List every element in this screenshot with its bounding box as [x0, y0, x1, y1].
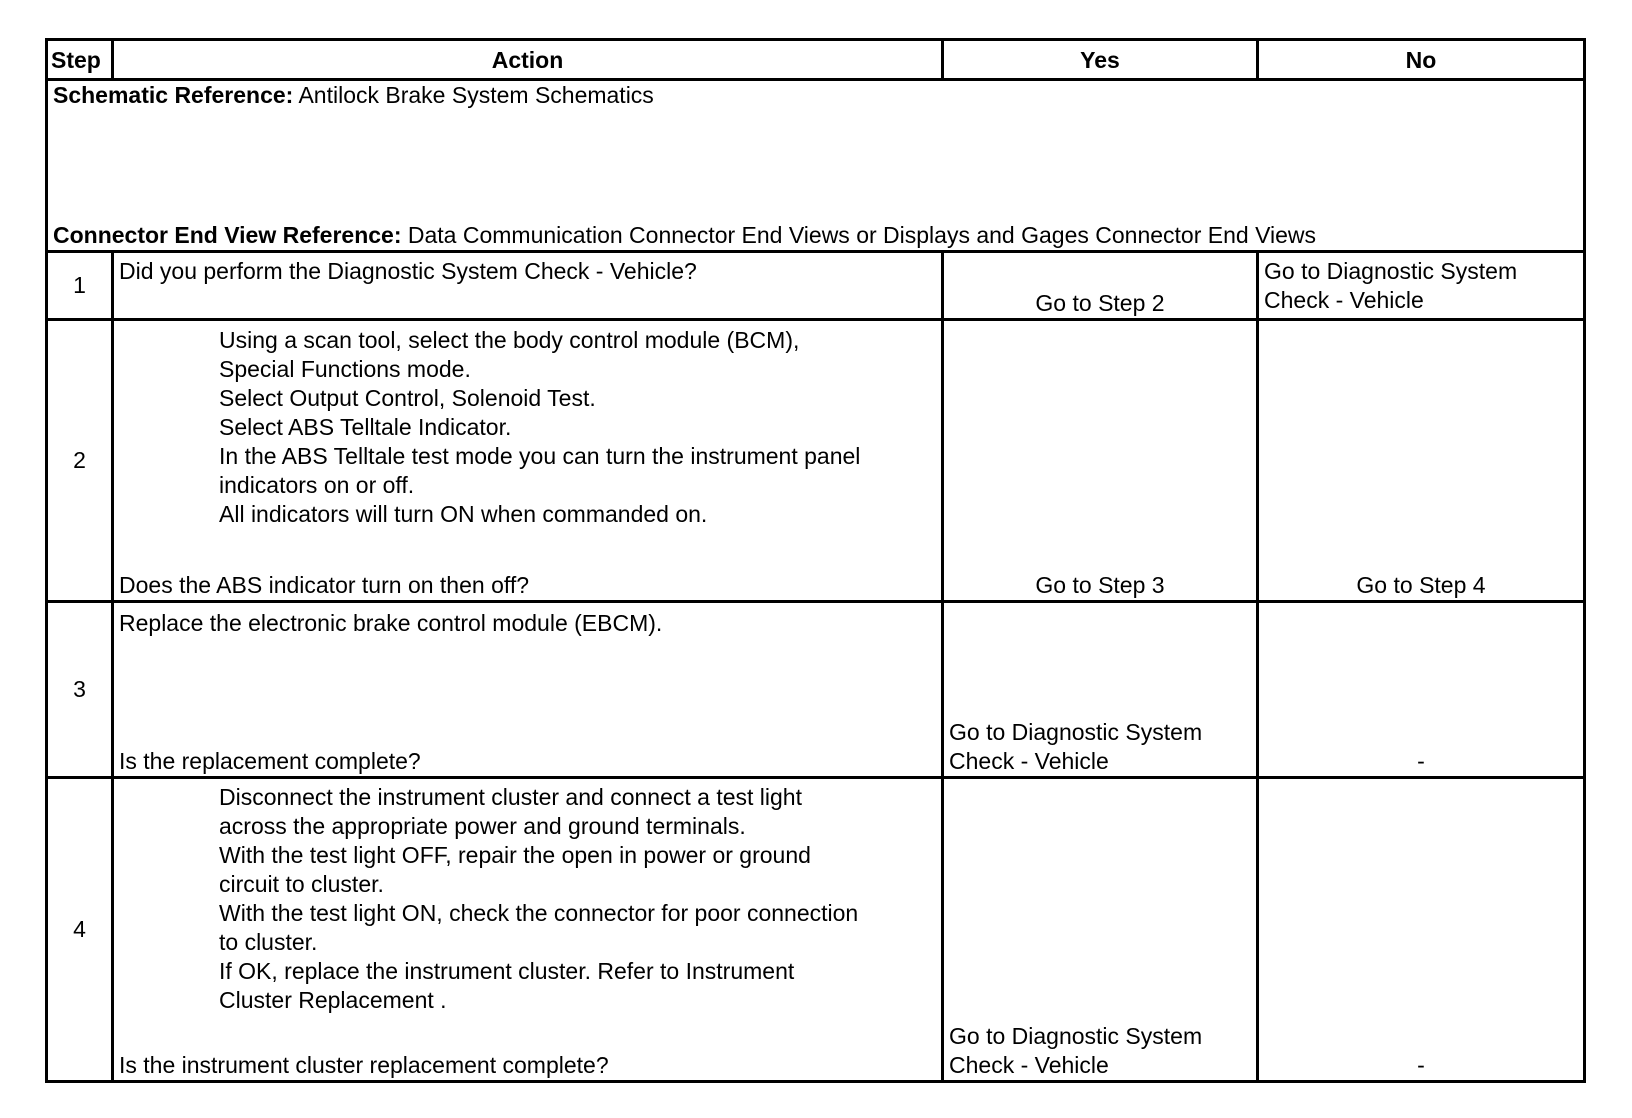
header-row	[47, 40, 1585, 80]
step-no	[1258, 320, 1585, 602]
instruction-line: indicators on or off.	[219, 472, 415, 498]
header-no: No	[1258, 40, 1585, 80]
instruction-line: Special Functions mode.	[219, 356, 471, 382]
yes-text-line2: Check - Vehicle	[949, 1052, 1109, 1078]
step-no	[1258, 252, 1585, 320]
step-action	[113, 602, 943, 778]
instruction-line: With the test light ON, check the connector for poor connection	[219, 900, 859, 926]
step-row-1	[47, 252, 1585, 320]
instruction-line: Replace the electronic brake control module (EBCM).	[119, 610, 663, 636]
instruction-line: All indicators will turn ON when commanded on.	[219, 501, 708, 527]
step-yes	[943, 320, 1258, 602]
step-yes	[943, 602, 1258, 778]
connector-reference-value: Data Communication Connector End Views or Displays and Gages Connector End Views	[407, 222, 1317, 248]
step-question: Is the instrument cluster replacement complete?	[119, 1052, 609, 1078]
step-row-2	[47, 320, 1585, 602]
instruction-line: across the appropriate power and ground terminals.	[219, 813, 746, 839]
instruction-line: With the test light OFF, repair the open in power or ground	[219, 842, 811, 868]
step-number: 2	[47, 320, 113, 602]
step-number: 3	[47, 602, 113, 778]
step-instructions	[119, 779, 936, 1015]
schematic-reference	[53, 81, 1578, 110]
schematic-reference-value: Antilock Brake System Schematics	[298, 82, 654, 108]
instruction-line: Select ABS Telltale Indicator.	[219, 414, 512, 440]
yes-text-line2: Check - Vehicle	[949, 748, 1109, 774]
step-action	[113, 252, 943, 320]
header-step: Step	[47, 40, 113, 80]
instruction-line: circuit to cluster.	[219, 871, 384, 897]
instruction-line: In the ABS Telltale test mode you can turn the instrument panel	[219, 443, 861, 469]
step-number: 4	[47, 778, 113, 1082]
yes-text-line1: Go to Diagnostic System	[949, 1023, 1203, 1049]
step-instructions	[119, 321, 936, 529]
yes-text: Go to Step 3	[1035, 572, 1165, 598]
no-text: Go to Step 4	[1356, 572, 1486, 598]
step-no	[1258, 778, 1585, 1082]
yes-text-line1: Go to Diagnostic System	[949, 719, 1203, 745]
step-yes	[943, 778, 1258, 1082]
yes-text: Go to Step 2	[1035, 290, 1165, 316]
instruction-line: Disconnect the instrument cluster and connect a test light	[219, 784, 802, 810]
step-yes	[943, 252, 1258, 320]
header-yes: Yes	[943, 40, 1258, 80]
step-action	[113, 778, 943, 1082]
step-row-3	[47, 602, 1585, 778]
connector-reference-label: Connector End View Reference:	[53, 222, 402, 248]
diagnostic-table	[45, 38, 1586, 1083]
no-text: -	[1417, 1052, 1425, 1078]
reference-cell	[47, 80, 1585, 252]
step-no	[1258, 602, 1585, 778]
no-text-line2: Check - Vehicle	[1264, 287, 1424, 313]
schematic-reference-label: Schematic Reference:	[53, 82, 294, 108]
step-row-4	[47, 778, 1585, 1082]
instruction-line: Cluster Replacement .	[219, 987, 447, 1013]
step-question: Is the replacement complete?	[119, 748, 421, 774]
no-text-line1: Go to Diagnostic System	[1264, 258, 1518, 284]
step-question: Did you perform the Diagnostic System Check - Vehicle?	[119, 258, 697, 284]
reference-row	[47, 80, 1585, 252]
no-text: -	[1417, 748, 1425, 774]
step-question: Does the ABS indicator turn on then off?	[119, 572, 530, 598]
step-action	[113, 320, 943, 602]
instruction-line: Using a scan tool, select the body control module (BCM),	[219, 327, 800, 353]
instruction-line: If OK, replace the instrument cluster. Refer to Instrument	[219, 958, 795, 984]
instruction-line: Select Output Control, Solenoid Test.	[219, 385, 596, 411]
connector-reference	[53, 221, 1316, 250]
instruction-line: to cluster.	[219, 929, 318, 955]
step-number: 1	[47, 252, 113, 320]
header-action: Action	[113, 40, 943, 80]
